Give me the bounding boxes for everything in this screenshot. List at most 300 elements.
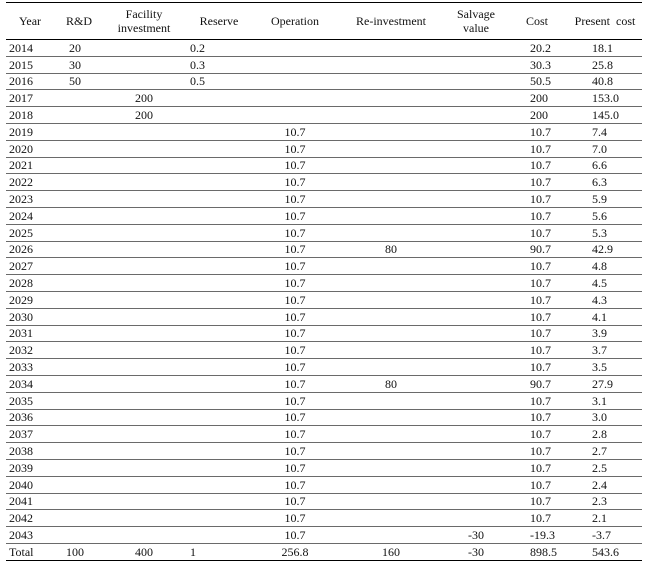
cell-reserve: [184, 392, 254, 409]
cell-salvage-value: [446, 258, 506, 275]
cell-cost: 898.5: [506, 543, 568, 560]
cell-year: 2032: [6, 342, 54, 359]
cell-operation: 10.7: [254, 174, 336, 191]
cell-rd: [54, 409, 104, 426]
table-row: [6, 275, 642, 292]
cell-year: 2027: [6, 258, 54, 275]
cell-present-cost: 7.0: [568, 140, 642, 157]
cell-year: Total: [6, 543, 54, 560]
cell-operation: 10.7: [254, 241, 336, 258]
cell-reserve: [184, 107, 254, 124]
cell-salvage-value: [446, 459, 506, 476]
header-year: Year: [6, 3, 54, 40]
cell-year: 2037: [6, 426, 54, 443]
header-reinvestment: Re-investment: [336, 3, 446, 40]
header-operation: Operation: [254, 3, 336, 40]
table-row: [6, 359, 642, 376]
cell-reserve: [184, 241, 254, 258]
cell-facility-investment: [104, 510, 184, 527]
cell-rd: [54, 325, 104, 342]
table-row: [6, 191, 642, 208]
cell-present-cost: 5.3: [568, 224, 642, 241]
cell-reserve: [184, 258, 254, 275]
cell-reserve: [184, 476, 254, 493]
cell-facility-investment: [104, 123, 184, 140]
table-row: [6, 174, 642, 191]
cell-reinvestment: [336, 325, 446, 342]
cell-reserve: 0.3: [184, 56, 254, 73]
cell-reserve: [184, 510, 254, 527]
cell-present-cost: 2.3: [568, 493, 642, 510]
table-row: [6, 140, 642, 157]
cell-operation: 10.7: [254, 275, 336, 292]
cell-salvage-value: [446, 426, 506, 443]
table-row: [6, 510, 642, 527]
table-row: [6, 56, 642, 73]
cell-reinvestment: 160: [336, 543, 446, 560]
cell-salvage-value: [446, 291, 506, 308]
total-row: [6, 543, 642, 560]
cell-rd: [54, 241, 104, 258]
table-row: [6, 107, 642, 124]
cell-rd: [54, 443, 104, 460]
header-facility-line2: investment: [117, 21, 171, 35]
cell-rd: [54, 459, 104, 476]
cell-salvage-value: [446, 40, 506, 57]
cell-salvage-value: [446, 174, 506, 191]
cell-salvage-value: [446, 359, 506, 376]
cell-year: 2041: [6, 493, 54, 510]
header-cost: Cost: [506, 3, 568, 40]
cell-reserve: 1: [184, 543, 254, 560]
cell-year: 2038: [6, 443, 54, 460]
cell-facility-investment: [104, 426, 184, 443]
cell-rd: [54, 426, 104, 443]
cell-present-cost: -3.7: [568, 527, 642, 544]
cell-cost: 10.7: [506, 275, 568, 292]
cell-year: 2019: [6, 123, 54, 140]
header-facility-line1: Facility: [125, 7, 163, 21]
cell-rd: [54, 191, 104, 208]
cell-year: 2040: [6, 476, 54, 493]
cell-reserve: [184, 443, 254, 460]
cell-facility-investment: [104, 258, 184, 275]
cell-salvage-value: [446, 90, 506, 107]
cell-operation: 10.7: [254, 258, 336, 275]
table-row: [6, 342, 642, 359]
cell-reinvestment: [336, 359, 446, 376]
cell-facility-investment: 200: [104, 107, 184, 124]
cell-salvage-value: [446, 409, 506, 426]
cell-year: 2020: [6, 140, 54, 157]
header-salvage-line2: value: [463, 21, 489, 35]
cell-reserve: [184, 375, 254, 392]
cell-salvage-value: [446, 140, 506, 157]
cell-cost: 20.2: [506, 40, 568, 57]
header-salvage-value: [446, 3, 506, 40]
table-row: [6, 459, 642, 476]
cell-present-cost: 2.7: [568, 443, 642, 460]
cell-reinvestment: [336, 90, 446, 107]
cell-cost: 10.7: [506, 325, 568, 342]
cell-operation: 10.7: [254, 459, 336, 476]
cell-rd: [54, 258, 104, 275]
cell-reinvestment: [336, 207, 446, 224]
cell-reserve: [184, 123, 254, 140]
cell-salvage-value: [446, 392, 506, 409]
cell-year: 2021: [6, 157, 54, 174]
cell-year: 2031: [6, 325, 54, 342]
cell-facility-investment: [104, 191, 184, 208]
cell-rd: [54, 476, 104, 493]
cell-facility-investment: [104, 73, 184, 90]
cell-present-cost: 40.8: [568, 73, 642, 90]
cell-cost: 50.5: [506, 73, 568, 90]
cell-present-cost: 145.0: [568, 107, 642, 124]
cell-operation: 10.7: [254, 191, 336, 208]
cell-facility-investment: [104, 443, 184, 460]
cell-cost: 10.7: [506, 291, 568, 308]
table-row: [6, 392, 642, 409]
cell-reinvestment: [336, 392, 446, 409]
cell-reinvestment: [336, 426, 446, 443]
cell-reinvestment: 80: [336, 375, 446, 392]
cell-cost: 10.7: [506, 443, 568, 460]
cell-reinvestment: [336, 123, 446, 140]
cell-year: 2033: [6, 359, 54, 376]
cell-operation: 10.7: [254, 375, 336, 392]
cell-cost: 10.7: [506, 493, 568, 510]
cell-present-cost: 5.9: [568, 191, 642, 208]
cell-reinvestment: [336, 510, 446, 527]
cell-reserve: [184, 409, 254, 426]
cell-present-cost: 27.9: [568, 375, 642, 392]
cell-year: 2023: [6, 191, 54, 208]
cell-cost: 10.7: [506, 409, 568, 426]
cell-present-cost: 2.8: [568, 426, 642, 443]
cell-rd: 50: [54, 73, 104, 90]
cell-salvage-value: [446, 224, 506, 241]
cell-cost: 90.7: [506, 241, 568, 258]
cell-facility-investment: [104, 308, 184, 325]
cell-present-cost: 2.5: [568, 459, 642, 476]
cell-rd: [54, 207, 104, 224]
cell-operation: 10.7: [254, 157, 336, 174]
header-present-cost: Present cost: [568, 3, 642, 40]
cell-year: 2034: [6, 375, 54, 392]
cell-present-cost: 25.8: [568, 56, 642, 73]
cell-reinvestment: [336, 527, 446, 544]
table-row: [6, 325, 642, 342]
cell-reinvestment: [336, 493, 446, 510]
cell-reinvestment: [336, 476, 446, 493]
cell-operation: 10.7: [254, 359, 336, 376]
table-row: [6, 73, 642, 90]
cell-reserve: [184, 493, 254, 510]
cell-operation: 10.7: [254, 342, 336, 359]
cell-reinvestment: [336, 443, 446, 460]
cell-salvage-value: [446, 325, 506, 342]
cell-rd: [54, 90, 104, 107]
cell-operation: 10.7: [254, 493, 336, 510]
cell-reserve: [184, 224, 254, 241]
cell-rd: 20: [54, 40, 104, 57]
cell-cost: 10.7: [506, 392, 568, 409]
header-reserve: Reserve: [184, 3, 254, 40]
cell-rd: [54, 123, 104, 140]
cell-cost: 10.7: [506, 308, 568, 325]
cell-operation: [254, 90, 336, 107]
cell-cost: -19.3: [506, 527, 568, 544]
cell-reserve: [184, 459, 254, 476]
cell-operation: 10.7: [254, 224, 336, 241]
table-row: [6, 90, 642, 107]
cell-present-cost: 4.3: [568, 291, 642, 308]
cell-facility-investment: [104, 241, 184, 258]
cell-year: 2029: [6, 291, 54, 308]
cell-rd: [54, 392, 104, 409]
cell-reserve: [184, 527, 254, 544]
cell-facility-investment: 200: [104, 90, 184, 107]
cell-operation: 10.7: [254, 308, 336, 325]
table-row: [6, 157, 642, 174]
cell-cost: 10.7: [506, 426, 568, 443]
cell-year: 2043: [6, 527, 54, 544]
cell-operation: [254, 40, 336, 57]
cell-year: 2022: [6, 174, 54, 191]
cell-operation: [254, 107, 336, 124]
cell-cost: 10.7: [506, 342, 568, 359]
cell-salvage-value: [446, 107, 506, 124]
cell-salvage-value: [446, 476, 506, 493]
cell-reserve: [184, 342, 254, 359]
cell-present-cost: 2.1: [568, 510, 642, 527]
cell-reinvestment: [336, 40, 446, 57]
cell-cost: 10.7: [506, 191, 568, 208]
cell-reinvestment: [336, 275, 446, 292]
cell-operation: 10.7: [254, 140, 336, 157]
table-row: [6, 40, 642, 57]
cell-facility-investment: [104, 40, 184, 57]
cell-facility-investment: 400: [104, 543, 184, 560]
cell-operation: 10.7: [254, 476, 336, 493]
cell-reserve: 0.2: [184, 40, 254, 57]
table-row: [6, 426, 642, 443]
cell-present-cost: 6.6: [568, 157, 642, 174]
cell-rd: [54, 527, 104, 544]
cost-table-container: [6, 2, 642, 561]
cost-table: [6, 2, 642, 561]
cell-salvage-value: [446, 342, 506, 359]
table-row: [6, 291, 642, 308]
cell-year: 2015: [6, 56, 54, 73]
header-row: [6, 3, 642, 40]
cell-facility-investment: [104, 375, 184, 392]
table-row: [6, 493, 642, 510]
cell-year: 2028: [6, 275, 54, 292]
cell-reserve: [184, 426, 254, 443]
cell-operation: [254, 73, 336, 90]
cell-facility-investment: [104, 392, 184, 409]
cell-facility-investment: [104, 157, 184, 174]
cell-salvage-value: [446, 157, 506, 174]
cell-rd: [54, 493, 104, 510]
cell-year: 2024: [6, 207, 54, 224]
cell-present-cost: 18.1: [568, 40, 642, 57]
cell-reserve: [184, 275, 254, 292]
cell-reinvestment: [336, 258, 446, 275]
cell-salvage-value: -30: [446, 527, 506, 544]
cell-reserve: [184, 308, 254, 325]
table-row: [6, 123, 642, 140]
cell-salvage-value: [446, 123, 506, 140]
cell-reinvestment: [336, 409, 446, 426]
cell-year: 2039: [6, 459, 54, 476]
cell-cost: 200: [506, 90, 568, 107]
cell-salvage-value: [446, 493, 506, 510]
cell-salvage-value: [446, 191, 506, 208]
cell-operation: 10.7: [254, 510, 336, 527]
cell-operation: [254, 56, 336, 73]
cell-operation: 10.7: [254, 291, 336, 308]
cell-salvage-value: [446, 207, 506, 224]
cell-reserve: [184, 291, 254, 308]
cell-year: 2026: [6, 241, 54, 258]
cell-year: 2036: [6, 409, 54, 426]
cell-reinvestment: [336, 342, 446, 359]
cell-salvage-value: -30: [446, 543, 506, 560]
cell-facility-investment: [104, 275, 184, 292]
cell-rd: [54, 291, 104, 308]
table-row: [6, 241, 642, 258]
cell-reserve: [184, 359, 254, 376]
cell-operation: 10.7: [254, 527, 336, 544]
header-rd: R&D: [54, 3, 104, 40]
cell-operation: 10.7: [254, 409, 336, 426]
cell-rd: 30: [54, 56, 104, 73]
cell-facility-investment: [104, 527, 184, 544]
cell-operation: 10.7: [254, 443, 336, 460]
cell-present-cost: 4.5: [568, 275, 642, 292]
cell-salvage-value: [446, 375, 506, 392]
cell-year: 2014: [6, 40, 54, 57]
cell-cost: 200: [506, 107, 568, 124]
cell-rd: 100: [54, 543, 104, 560]
cell-facility-investment: [104, 342, 184, 359]
cell-year: 2035: [6, 392, 54, 409]
table-row: [6, 409, 642, 426]
cell-cost: 10.7: [506, 140, 568, 157]
cell-reinvestment: [336, 73, 446, 90]
cell-reinvestment: [336, 291, 446, 308]
table-header: [6, 3, 642, 40]
cell-operation: 10.7: [254, 123, 336, 140]
cell-cost: 10.7: [506, 157, 568, 174]
cell-present-cost: 6.3: [568, 174, 642, 191]
cell-cost: 10.7: [506, 207, 568, 224]
cell-salvage-value: [446, 56, 506, 73]
cell-rd: [54, 375, 104, 392]
cell-rd: [54, 510, 104, 527]
cell-facility-investment: [104, 56, 184, 73]
cell-reinvestment: [336, 174, 446, 191]
cell-salvage-value: [446, 275, 506, 292]
cell-reserve: [184, 140, 254, 157]
cell-reinvestment: [336, 191, 446, 208]
cell-cost: 10.7: [506, 510, 568, 527]
cell-reinvestment: 80: [336, 241, 446, 258]
cell-rd: [54, 308, 104, 325]
table-row: [6, 258, 642, 275]
cell-cost: 10.7: [506, 476, 568, 493]
cell-rd: [54, 174, 104, 191]
table-row: [6, 527, 642, 544]
header-facility-investment: [104, 3, 184, 40]
cell-present-cost: 3.7: [568, 342, 642, 359]
cell-reserve: [184, 207, 254, 224]
cell-reinvestment: [336, 459, 446, 476]
cell-facility-investment: [104, 359, 184, 376]
cell-cost: 10.7: [506, 174, 568, 191]
cell-present-cost: 543.6: [568, 543, 642, 560]
cell-facility-investment: [104, 140, 184, 157]
cell-reinvestment: [336, 308, 446, 325]
cell-year: 2016: [6, 73, 54, 90]
cell-present-cost: 3.9: [568, 325, 642, 342]
table-row: [6, 207, 642, 224]
cell-facility-investment: [104, 493, 184, 510]
cell-operation: 10.7: [254, 325, 336, 342]
cell-cost: 10.7: [506, 258, 568, 275]
cell-rd: [54, 342, 104, 359]
table-row: [6, 224, 642, 241]
cell-reinvestment: [336, 107, 446, 124]
cell-cost: 10.7: [506, 123, 568, 140]
cell-year: 2025: [6, 224, 54, 241]
cell-present-cost: 4.8: [568, 258, 642, 275]
cell-present-cost: 153.0: [568, 90, 642, 107]
table-row: [6, 443, 642, 460]
cell-operation: 256.8: [254, 543, 336, 560]
cell-year: 2042: [6, 510, 54, 527]
cell-present-cost: 3.1: [568, 392, 642, 409]
table-row: [6, 308, 642, 325]
cell-reserve: 0.5: [184, 73, 254, 90]
cell-rd: [54, 224, 104, 241]
cell-reserve: [184, 191, 254, 208]
cell-reinvestment: [336, 224, 446, 241]
cell-cost: 30.3: [506, 56, 568, 73]
cell-cost: 10.7: [506, 359, 568, 376]
cell-rd: [54, 140, 104, 157]
cell-salvage-value: [446, 241, 506, 258]
cell-year: 2018: [6, 107, 54, 124]
cell-reserve: [184, 90, 254, 107]
cell-reserve: [184, 174, 254, 191]
cell-present-cost: 5.6: [568, 207, 642, 224]
cell-rd: [54, 359, 104, 376]
cell-salvage-value: [446, 443, 506, 460]
cell-facility-investment: [104, 174, 184, 191]
cell-reinvestment: [336, 56, 446, 73]
cell-salvage-value: [446, 308, 506, 325]
cell-present-cost: 42.9: [568, 241, 642, 258]
cell-year: 2030: [6, 308, 54, 325]
cell-salvage-value: [446, 510, 506, 527]
cell-facility-investment: [104, 325, 184, 342]
cell-reserve: [184, 325, 254, 342]
cell-facility-investment: [104, 291, 184, 308]
